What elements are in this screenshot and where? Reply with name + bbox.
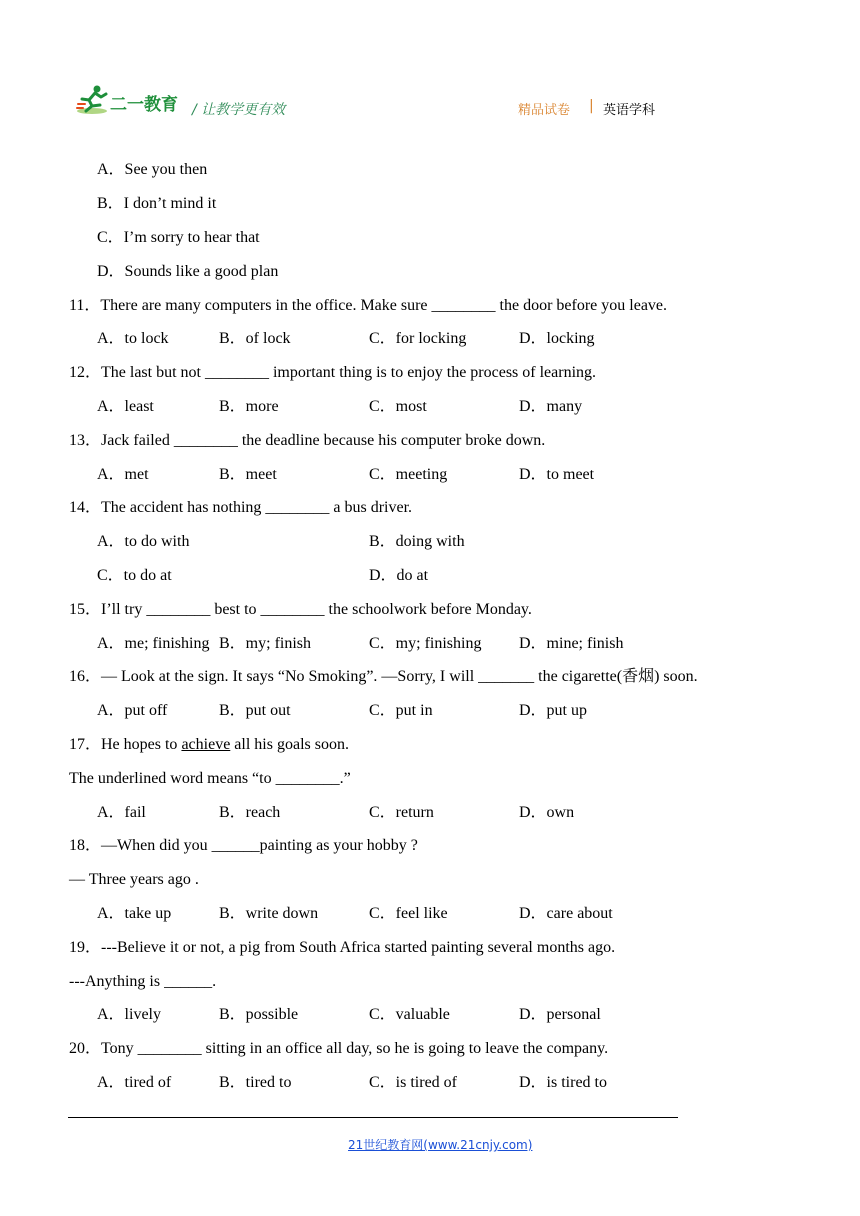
q17-option-d: D．own xyxy=(519,804,575,821)
question-18: 18．—When did you ______painting as your hobby ? xyxy=(69,837,418,854)
question-16: 16．— Look at the sign. It says “No Smoking”. —Sorry, I will _______ the cigarette(香烟) soon. xyxy=(69,668,698,685)
q19-option-c: C．valuable xyxy=(369,1006,450,1023)
q16-option-a: A．put off xyxy=(97,702,168,719)
q11-option-d: D．locking xyxy=(519,330,595,347)
footer-divider xyxy=(68,1117,678,1118)
q18-option-d: D．care about xyxy=(519,905,613,922)
header-separator: | xyxy=(589,98,594,114)
q19-option-d: D．personal xyxy=(519,1006,601,1023)
q15-option-a: A．me; finishing xyxy=(97,635,210,652)
q18-option-a: A．take up xyxy=(97,905,172,922)
q17-underlined-word: achieve xyxy=(181,736,231,753)
q16-option-d: D．put up xyxy=(519,702,588,719)
q12-option-c: C．most xyxy=(369,398,427,415)
q13-option-a: A．met xyxy=(97,466,149,483)
q11-option-c: C．for locking xyxy=(369,330,467,347)
q19-option-b: B．possible xyxy=(219,1006,299,1023)
footer-site-link[interactable]: 21世纪教育网(www.21cnjy.com) xyxy=(348,1138,533,1152)
question-20: 20．Tony ________ sitting in an office all day, so he is going to leave the company. xyxy=(69,1040,609,1057)
q13-option-c: C．meeting xyxy=(369,466,448,483)
q15-option-d: D．mine; finish xyxy=(519,635,624,652)
q14-option-c: C．to do at xyxy=(97,567,172,584)
q11-option-b: B．of lock xyxy=(219,330,291,347)
runner-logo-icon xyxy=(76,84,110,116)
q12-option-d: D．many xyxy=(519,398,583,415)
q20-option-b: B．tired to xyxy=(219,1074,292,1091)
q12-option-b: B．more xyxy=(219,398,279,415)
question-15: 15．I’ll try ________ best to ________ the schoolwork before Monday. xyxy=(69,601,532,618)
prev-option-d: D．Sounds like a good plan xyxy=(97,263,279,280)
question-18-reply: — Three years ago . xyxy=(69,871,199,888)
page-header xyxy=(76,84,676,120)
header-subject: 英语学科 xyxy=(603,103,656,118)
header-tag: 精品试卷 xyxy=(518,103,571,118)
question-14: 14．The accident has nothing ________ a bus driver. xyxy=(69,499,413,516)
logo-text: 二一教育 xyxy=(110,95,178,115)
prev-option-b: B．I don’t mind it xyxy=(97,195,217,212)
q18-option-b: B．write down xyxy=(219,905,319,922)
question-13: 13．Jack failed ________ the deadline because his computer broke down. xyxy=(69,432,546,449)
q14-option-d: D．do at xyxy=(369,567,429,584)
q14-option-a: A．to do with xyxy=(97,533,190,550)
question-12: 12．The last but not ________ important thing is to enjoy the process of learning. xyxy=(69,364,597,381)
question-17-subline: The underlined word means “to ________.” xyxy=(69,770,351,787)
q20-option-c: C．is tired of xyxy=(369,1074,457,1091)
q17-option-b: B．reach xyxy=(219,804,281,821)
q12-option-a: A．least xyxy=(97,398,154,415)
question-19: 19．---Believe it or not, a pig from South Africa started painting several months ago. xyxy=(69,939,616,956)
logo xyxy=(76,84,186,118)
q13-option-d: D．to meet xyxy=(519,466,595,483)
q15-option-c: C．my; finishing xyxy=(369,635,482,652)
q19-option-a: A．lively xyxy=(97,1006,161,1023)
q16-option-c: C．put in xyxy=(369,702,433,719)
slogan: / 让教学更有效 xyxy=(192,102,286,118)
q17-stem-pre: 17．He hopes to xyxy=(69,736,182,753)
q16-option-b: B．put out xyxy=(219,702,291,719)
question-11: 11．There are many computers in the office. Make sure ________ the door before you leave. xyxy=(69,297,668,314)
question-17 xyxy=(69,735,349,755)
q17-stem-post: all his goals soon. xyxy=(230,736,349,753)
q20-option-a: A．tired of xyxy=(97,1074,172,1091)
q17-option-a: A．fail xyxy=(97,804,146,821)
q14-option-b: B．doing with xyxy=(369,533,465,550)
q17-option-c: C．return xyxy=(369,804,434,821)
q20-option-d: D．is tired to xyxy=(519,1074,607,1091)
q18-option-c: C．feel like xyxy=(369,905,448,922)
q15-option-b: B．my; finish xyxy=(219,635,312,652)
question-19-reply: ---Anything is ______. xyxy=(69,973,217,990)
q13-option-b: B．meet xyxy=(219,466,277,483)
prev-option-a: A．See you then xyxy=(97,161,208,178)
prev-option-c: C．I’m sorry to hear that xyxy=(97,229,260,246)
q11-option-a: A．to lock xyxy=(97,330,169,347)
